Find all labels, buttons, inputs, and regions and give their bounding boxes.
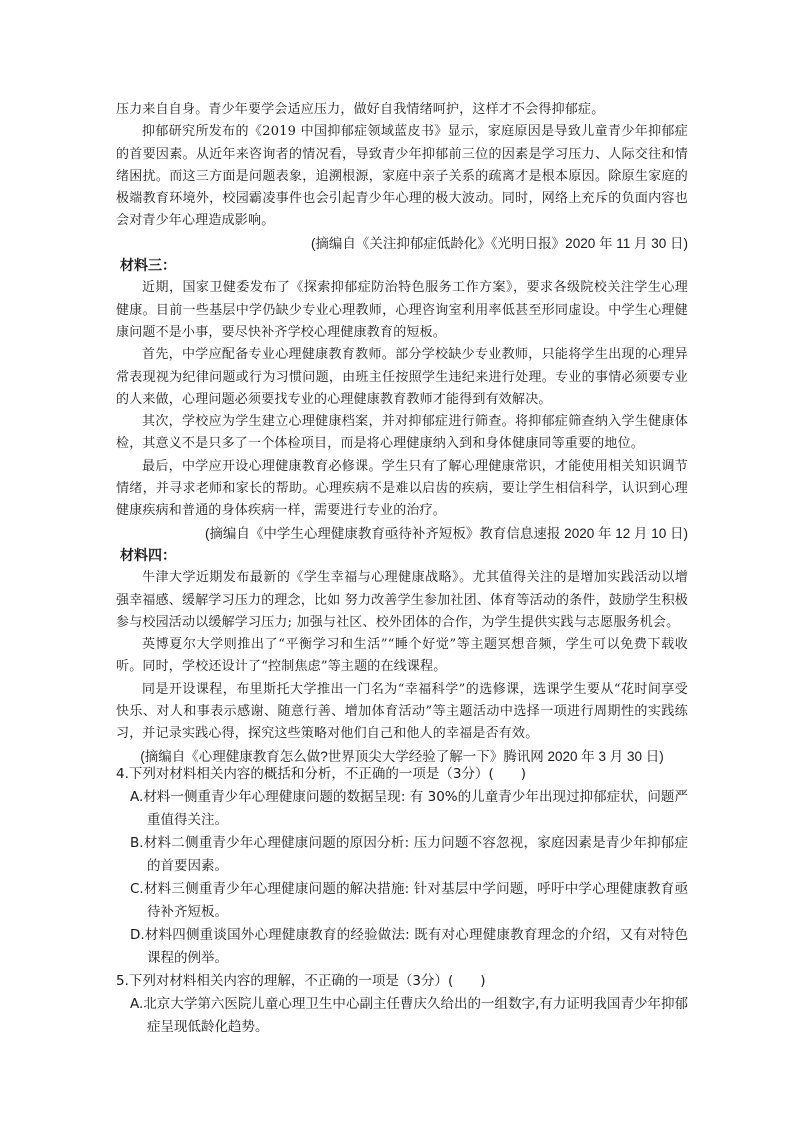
question-5-option-a: A.北京大学第六医院儿童心理卫生中心副主任曹庆久给出的一组数字,有力证明我国青少年抑郁症呈现低龄化趋势。 <box>130 996 688 1035</box>
material2-source: (摘编自《关注抑郁症低龄化》《光明日报》2020 年 11 月 30 日) <box>310 235 688 251</box>
question-4-option-b: B.材料二侧重青少年心理健康问题的原因分析: 压力问题不容忽视，家庭因素是青少年抑郁症的首要因素。 <box>130 835 688 874</box>
material4-paragraph-3: 同是开设课程，布里斯托大学推出一门名为“幸福科学”的选修课，选课学生要从“花时间享受快乐、对人和事表示感谢、随意行善、增加体育活动”等主题活动中选择一项进行周期性的实践练习，并记录实践心得，探究这些策略对他们自己和他人的幸福是否有效。 <box>116 681 688 742</box>
question-4-option-c: C.材料三侧重青少年心理健康问题的解决措施: 针对基层中学问题，呼吁中学心理健康教育亟待补齐短板。 <box>130 881 688 920</box>
material4-paragraph-2: 英博夏尔大学则推出了“平衡学习和生活”“睡个好觉”等主题冥想音频，学生可以免费下载收听。同时，学校还设计了“控制焦虑”等主题的在线课程。 <box>116 637 688 675</box>
material3-paragraph-4: 最后，中学应开设心理健康教育必修课。学生只有了解心理健康常识，才能使用相关知识调节情绪，并寻求老师和家长的帮助。心理疾病不是难以启齿的疾病，要让学生相信科学，认识到心理健康疾病和普通的身体疾病一样，需要进行专业的治疗。 <box>116 458 688 519</box>
material3-paragraph-3: 其次，学校应为学生建立心理健康档案，并对抑郁症进行筛查。将抑郁症筛查纳入学生健康体检，其意义不是只多了一个体检项目，而是将心理健康纳入到和身体健康同等重要的地位。 <box>116 414 688 452</box>
question-4-option-d: D.材料四侧重谈国外心理健康教育的经验做法: 既有对心理健康教育理念的介绍，又有对特色课程的例举。 <box>130 927 688 966</box>
questions <box>116 763 688 1039</box>
material2-paragraph: 抑郁研究所发布的《2019 中国抑郁症领域蓝皮书》显示，家庭原因是导致儿童青少年抑郁症的首要因素。从近年来咨询者的情况看，导致青少年抑郁前三位的因素是学习压力、人际交往和情绪困扰。而这三方面是问题表象，追溯根源，家庭中亲子关系的疏离才是根本原因。除原生家庭的极端教育环境外，校园霸凌事件也会引起青少年心理的极大波动。同时，网络上充斥的负面内容也会对青少年心理造成影响。 <box>116 124 688 229</box>
question-5-stem: 5.下列对材料相关内容的理解，不正确的一项是（3分）( ) <box>116 973 486 989</box>
material4-paragraph-1: 牛津大学近期发布最新的《学生幸福与心理健康战略》。尤其值得关注的是增加实践活动以增强幸福感、缓解学习压力的理念，比如 努力改善学生参加社团、体育等活动的条件，鼓励学生积极参与校园活动以缓解学习压力; 加强与社区、校外团体的合作，为学生提供实践与志愿服务机会。 <box>116 570 688 630</box>
question-4-stem: 4.下列对材料相关内容的概括和分析，不正确的一项是（3分）( ) <box>116 766 527 782</box>
material3-source: (摘编自《中学生心理健康教育亟待补齐短板》教育信息速报 2020 年 12 月 10 日) <box>204 525 688 541</box>
reading-materials <box>116 99 688 768</box>
material3-paragraph-1: 近期，国家卫健委发布了《探索抑郁症防治特色服务工作方案》，要求各级院校关注学生心理健康。目前一些基层中学仍缺少专业心理教师，心理咨询室利用率低甚至形同虚设。中学生心理健康问题不是小事，要尽快补齐学校心理健康教育的短板。 <box>116 280 688 340</box>
material3-heading: 材料三： <box>120 258 176 275</box>
material4-heading: 材料四： <box>120 547 176 564</box>
material2-tail: 压力来自自身。青少年要学会适应压力，做好自我情绪呵护，这样才不会得抑郁症。 <box>116 102 605 117</box>
question-4-option-a: A.材料一侧重青少年心理健康问题的数据呈现: 有 30%的儿童青少年出现过抑郁症状，问题严重值得关注。 <box>130 789 688 828</box>
material4-source: (摘编自《心理健康教育怎么做?世界顶尖大学经验了解一下》腾讯网 2020 年 3 月 30 日) <box>140 748 664 764</box>
material3-paragraph-2: 首先，中学应配备专业心理健康教育教师。部分学校缺少专业教师，只能将学生出现的心理异常表现视为纪律问题或行为习惯问题，由班主任按照学生违纪来进行处理。专业的事情必须要专业的人来做，心理问题必须要找专业的心理健康教育教师才能得到有效解决。 <box>116 347 688 407</box>
